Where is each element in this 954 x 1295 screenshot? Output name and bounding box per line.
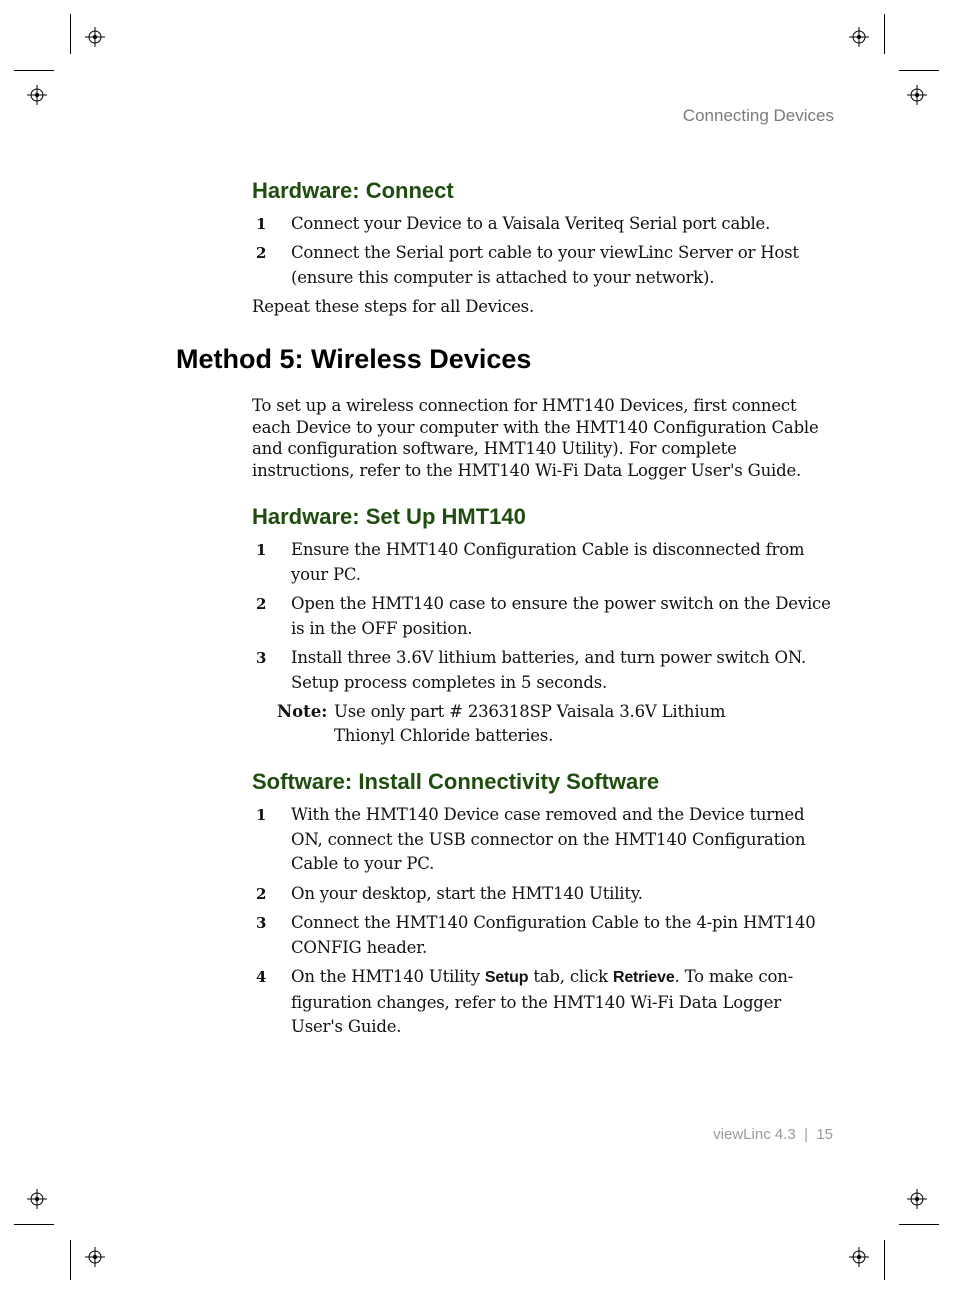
crop-mark: [884, 14, 885, 54]
heading-method-5: Method 5: Wireless Devices: [176, 344, 532, 374]
crosshair-registration-icon: [85, 1247, 105, 1267]
note-label: Note:: [277, 702, 328, 721]
crop-mark: [899, 70, 939, 71]
step-number: 3: [256, 914, 267, 932]
step-number: 4: [256, 968, 267, 986]
crop-mark: [70, 1240, 71, 1280]
running-header: Connecting Devices: [682, 106, 834, 125]
step-text: Ensure the HMT140 Configuration Cable is disconnected from your PC.: [291, 540, 805, 584]
note-text: Use only part # 236318SP Vaisala 3.6V Lithium Thionyl Chloride batteries.: [334, 702, 726, 745]
crop-mark: [899, 1224, 939, 1225]
step-number: 1: [256, 215, 267, 233]
step-text: Connect the HMT140 Configuration Cable to the 4-pin HMT140 CONFIG header.: [291, 913, 816, 957]
crosshair-registration-icon: [849, 1247, 869, 1267]
step-number: 3: [256, 649, 267, 667]
paragraph-wireless-intro: To set up a wireless connection for HMT140 Devices, first connect each Device to your computer with the HMT140 Configuration Cable and configuration software, HMT140 Utility). For complete instructions, refer to the HMT140 Wi-Fi Data Logger User's Guide.: [252, 396, 819, 480]
step-text-segment: On the HMT140 Utility: [291, 967, 485, 986]
step-number: 1: [256, 541, 267, 559]
crosshair-registration-icon: [849, 27, 869, 47]
heading-hardware-setup: Hardware: Set Up HMT140: [252, 504, 526, 529]
step-text-segment: tab, click: [528, 967, 613, 986]
crop-mark: [884, 1240, 885, 1280]
step-text: Open the HMT140 case to ensure the power switch on the Device is in the OFF position.: [291, 594, 831, 638]
footer-separator: |: [804, 1126, 808, 1143]
crosshair-registration-icon: [27, 1189, 47, 1209]
step-text: Connect the Serial port cable to your viewLinc Server or Host (ensure this computer is attached to your network).: [291, 243, 799, 287]
step-number: 2: [256, 885, 267, 903]
ui-term-retrieve: Retrieve: [612, 969, 675, 986]
step-number: 2: [256, 595, 267, 613]
paragraph-repeat: Repeat these steps for all Devices.: [252, 297, 534, 316]
step-number: 2: [256, 244, 267, 262]
ui-term-setup: Setup: [484, 969, 529, 986]
step-number: 1: [256, 806, 267, 824]
page-number: 15: [816, 1126, 833, 1143]
crosshair-registration-icon: [907, 1189, 927, 1209]
crosshair-registration-icon: [27, 85, 47, 105]
crop-mark: [70, 14, 71, 54]
crop-mark: [14, 1224, 54, 1225]
step-text-segment: . To make con-figuration changes, refer to the HMT140 Wi-Fi Data Logger User's Guide.: [291, 967, 793, 1036]
heading-software-install: Software: Install Connectivity Software: [252, 769, 660, 794]
heading-hardware-connect: Hardware: Connect: [252, 178, 454, 203]
step-text: Install three 3.6V lithium batteries, and turn power switch ON. Setup process completes in 5 seconds.: [291, 648, 807, 692]
step-text: [291, 965, 837, 1040]
page-footer: [713, 1126, 833, 1143]
step-text: Connect your Device to a Vaisala Veriteq Serial port cable.: [291, 214, 771, 233]
step-text: With the HMT140 Device case removed and the Device turned ON, connect the USB connector on the HMT140 Configuration Cable to your PC.: [291, 805, 806, 873]
step-text: On your desktop, start the HMT140 Utility.: [291, 884, 643, 903]
crosshair-registration-icon: [907, 85, 927, 105]
crop-mark: [14, 70, 54, 71]
crosshair-registration-icon: [85, 27, 105, 47]
footer-product: viewLinc 4.3: [713, 1126, 796, 1143]
